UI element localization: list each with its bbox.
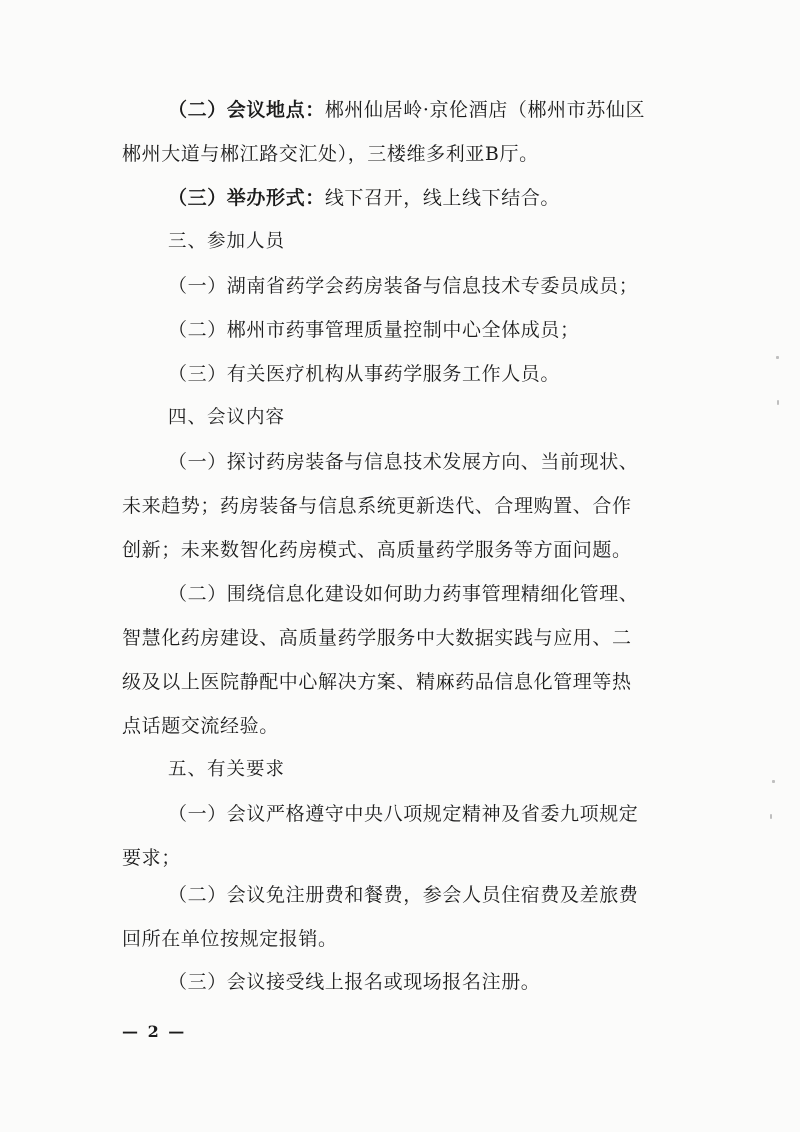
participant-item-1: （一）湖南省药学会药房装备与信息技术专委员成员； — [168, 275, 639, 297]
requirement-item-2: （二）会议免注册费和餐费，参会人员住宿费及差旅费 — [168, 884, 639, 906]
content-item-1: （一）探讨药房装备与信息技术发展方向、当前现状、 — [168, 451, 639, 473]
content-item-2: （二）围绕信息化建设如何助力药事管理精细化管理、 — [168, 583, 639, 605]
venue-line-cont: 郴州大道与郴江路交汇处），三楼维多利亚B厅。 — [122, 143, 539, 165]
format-label: （三）举办形式： — [168, 187, 325, 209]
content-item-1-cont-2: 创新；未来数智化药房模式、高质量药学服务等方面问题。 — [122, 539, 632, 561]
participant-item-3: （三）有关医疗机构从事药学服务工作人员。 — [168, 363, 561, 385]
content-item-2-cont-2: 级及以上医院静配中心解决方案、精麻药品信息化管理等热 — [122, 671, 632, 693]
content-item-2-cont-3: 点话题交流经验。 — [122, 715, 279, 737]
participant-item-2: （二）郴州市药事管理质量控制中心全体成员； — [168, 319, 580, 341]
page-number: — 2 — — [122, 1022, 187, 1041]
format-line — [0, 186, 800, 210]
section-heading-requirements: 五、有关要求 — [168, 759, 286, 780]
venue-line — [0, 98, 800, 122]
format-text: 线下召开，线上线下结合。 — [324, 187, 561, 209]
requirement-item-1-cont: 要求； — [122, 847, 181, 869]
requirement-item-1: （一）会议严格遵守中央八项规定精神及省委九项规定 — [168, 803, 639, 825]
section-heading-content: 四、会议内容 — [168, 407, 286, 428]
section-heading-participants: 三、参加人员 — [168, 231, 286, 252]
scan-speck — [776, 356, 779, 359]
scan-speck — [772, 780, 775, 783]
scan-speck — [770, 814, 772, 819]
scan-speck — [777, 400, 779, 405]
content-item-2-cont-1: 智慧化药房建设、高质量药学服务中大数据实践与应用、二 — [122, 627, 632, 649]
venue-label: （二）会议地点： — [168, 99, 325, 121]
requirement-item-2-cont: 回所在单位按规定报销。 — [122, 928, 338, 950]
venue-text: 郴州仙居岭·京伦酒店（郴州市苏仙区 — [324, 99, 646, 121]
requirement-item-3: （三）会议接受线上报名或现场报名注册。 — [168, 971, 541, 993]
content-item-1-cont-1: 未来趋势；药房装备与信息系统更新迭代、合理购置、合作 — [122, 495, 632, 517]
